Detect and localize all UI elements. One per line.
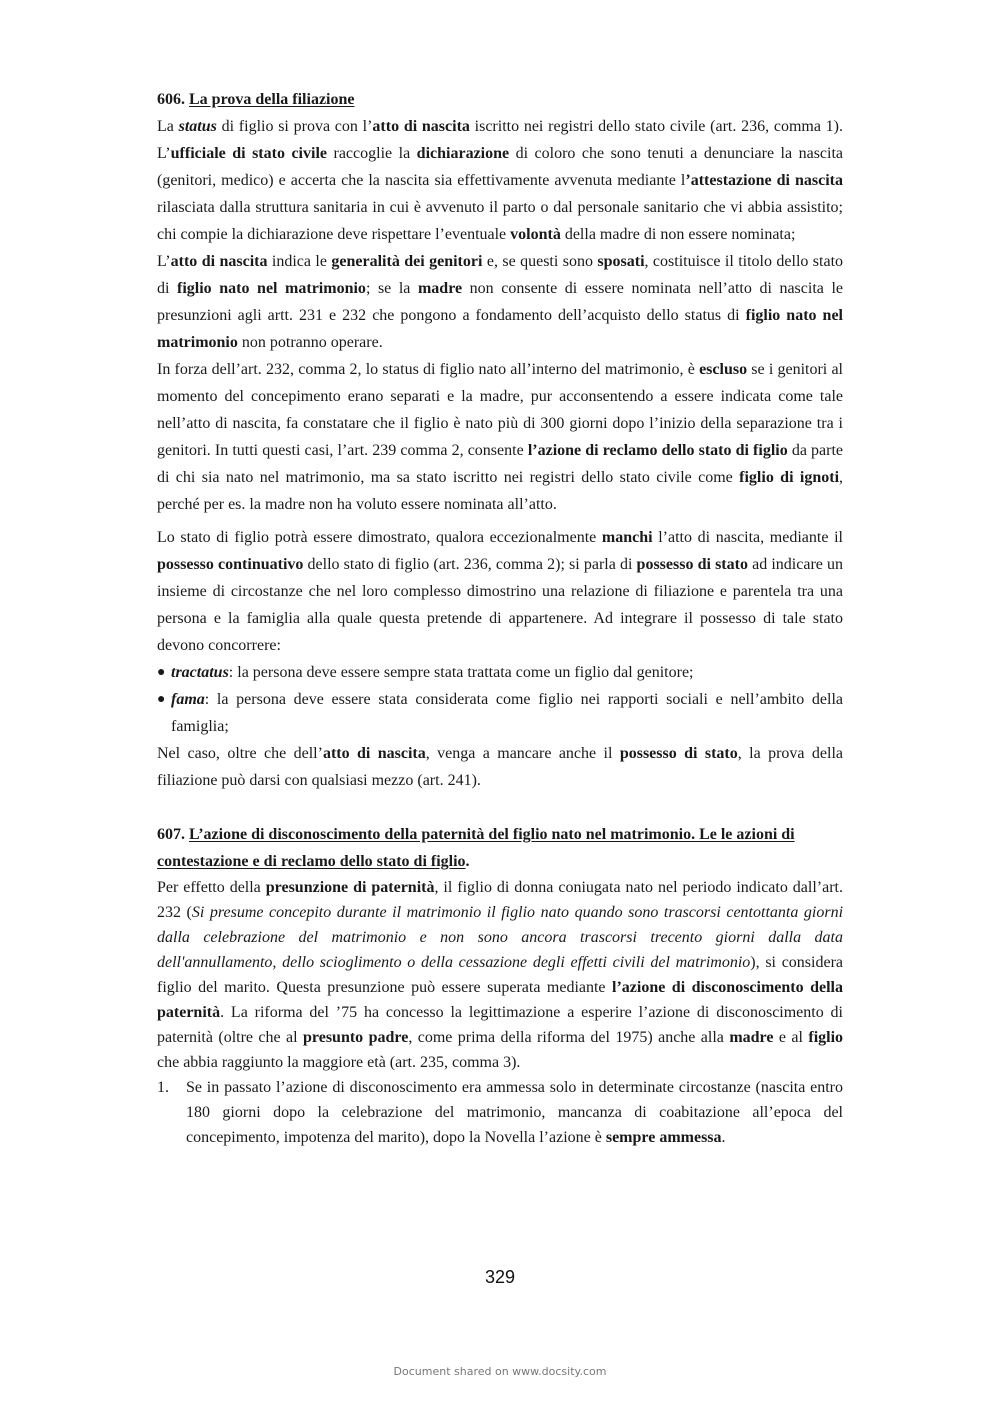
text-run: raccoglie la: [327, 145, 417, 162]
text-run: , venga a mancare anche il: [425, 745, 620, 762]
emphasized-text: ’attestazione di nascita: [685, 172, 844, 189]
footer-note: Document shared on www.docsity.com: [393, 1365, 607, 1378]
text-run: rilasciata dalla struttura sanitaria in cui è avvenuto il parto o dal personale sanitario che vi abbia assistito; chi compie la dichiarazione deve rispettare l’eventuale: [157, 199, 843, 243]
emphasized-text: manchi: [601, 529, 653, 546]
emphasized-text: volontà: [510, 226, 561, 243]
section-606-heading: [157, 86, 843, 113]
text-run: ; se la: [365, 280, 418, 297]
emphasized-text: figlio di ignoti: [739, 469, 840, 486]
section-607-heading: [157, 821, 843, 875]
emphasized-text: possesso di stato: [619, 745, 738, 762]
emphasized-text: status: [178, 118, 217, 135]
text-run: Per effetto della: [157, 879, 266, 896]
emphasized-text: sempre ammessa: [605, 1129, 722, 1146]
text-run: : la persona deve essere sempre stata trattata come un figlio dal genitore;: [228, 664, 694, 681]
text-run: ad indicare un insieme di circostanze che nel loro complesso dimostrino una relazione di filiazione e parentela tra una persona e la famiglia alla quale questa pretende di appartenere. Ad integrare il possesso di tale stato devono concorrere:: [157, 556, 844, 654]
list-item-text: [171, 691, 843, 735]
text-run: Lo stato di figlio potrà essere dimostrato, qualora eccezionalmente: [157, 529, 602, 546]
section-title: La prova della filiazione: [189, 91, 355, 108]
text-run: non potranno operare.: [237, 334, 383, 351]
list-item-number: 1.: [157, 1079, 169, 1096]
emphasized-text: presunto padre: [303, 1029, 409, 1046]
text-run: non consente di essere nominata nell’atto di nascita le presunzioni agli artt. 231 e 232 che pongono a fondamento dell’acquisto dello status di: [157, 280, 843, 324]
text-run: iscritto nei registri dello stato civile (art. 236, comma 1). L’: [157, 118, 844, 162]
text-run: da parte di chi sia nato nel matrimonio, ma sa stato iscritto nei registri dello stato civile come: [157, 442, 844, 486]
emphasized-text: madre: [729, 1029, 774, 1046]
emphasized-text: possesso di stato: [636, 556, 748, 573]
document-page: [157, 86, 843, 1150]
section-number: 606.: [157, 91, 185, 108]
emphasized-text: figlio: [808, 1029, 844, 1046]
text-run: , il figlio di donna coniugata nato nel periodo indicato dall’art. 232 (: [157, 879, 844, 921]
emphasized-text: generalità dei genitori: [331, 253, 483, 270]
text-run: , costituisce il titolo dello stato di: [157, 253, 844, 297]
section-number: 607.: [157, 826, 185, 843]
text-run: indica le: [267, 253, 332, 270]
emphasized-text: l’azione di reclamo dello stato di figlio: [527, 442, 788, 459]
emphasized-text: presunzione di paternità: [265, 879, 435, 896]
text-run: e, se questi sono: [482, 253, 598, 270]
text-run: che abbia raggiunto la maggiore età (art. 235, comma 3).: [157, 1054, 521, 1071]
bullet-list: [157, 659, 843, 740]
emphasized-text: sposati: [597, 253, 645, 270]
list-item-text: [186, 1079, 843, 1146]
emphasized-text: ufficiale di stato civile: [170, 145, 327, 162]
text-run: , la prova della filiazione può darsi con qualsiasi mezzo (art. 241).: [157, 745, 844, 789]
emphasized-text: figlio nato nel matrimonio: [177, 280, 366, 297]
text-run: Nel caso, oltre che dell’: [157, 745, 323, 762]
emphasized-text: atto di nascita: [372, 118, 470, 135]
text-run: , perché per es. la madre non ha voluto essere nominata all’atto.: [157, 469, 844, 513]
text-run: di figlio si prova con l’: [216, 118, 373, 135]
paragraph: [157, 113, 843, 248]
text-run: Se in passato l’azione di disconoscimento era ammessa solo in determinate circostanze (nascita entro 180 giorni dopo la celebrazione del matrimonio, mancanza di coabitazione all’epoca del concepimento, impotenza del marito), dopo la Novella l’azione è: [186, 1079, 843, 1146]
text-run: e al: [773, 1029, 809, 1046]
text-run: In forza dell’art. 232, comma 2, lo status di figlio nato all’interno del matrimonio, è: [157, 361, 700, 378]
list-item: [157, 659, 843, 686]
text-run: dello stato di figlio (art. 236, comma 2); si parla di: [303, 556, 637, 573]
emphasized-text: atto di nascita: [170, 253, 268, 270]
spacer: [157, 794, 843, 821]
list-item: [157, 1075, 843, 1150]
emphasized-text: dichiarazione: [416, 145, 510, 162]
paragraph: [157, 248, 843, 356]
text-run: L’: [157, 253, 171, 270]
section-title-end: .: [465, 853, 470, 870]
text-run: ), si considera figlio del marito. Questa presunzione può essere superata mediante: [157, 954, 843, 996]
text-run: della madre di non essere nominata;: [560, 226, 796, 243]
text-run: La: [157, 118, 179, 135]
paragraph: [157, 740, 843, 794]
emphasized-text: atto di nascita: [322, 745, 426, 762]
text-run: : la persona deve essere stata considerata come figlio nei rapporti sociali e nell’ambito della famiglia;: [171, 691, 843, 735]
emphasized-text: madre: [417, 280, 463, 297]
emphasized-text: figlio nato nel matrimonio: [157, 307, 844, 351]
bullet-icon: ●: [157, 692, 166, 707]
emphasized-text: tractatus: [171, 664, 229, 681]
list-item: [157, 686, 843, 740]
list-item-text: [171, 664, 694, 681]
text-run: se i genitori al momento del concepimento erano separati e la madre, pur acconsentendo a essere indicata come tale nell’atto di nascita, fa constatare che il figlio è nato più di 300 giorni dopo l’inizio della separazione tra i genitori. In tutti questi casi, l’art. 239 comma 2, consente: [157, 361, 843, 459]
emphasized-text: Si presume concepito durante il matrimonio il figlio nato quando sono trascorsi centottanta giorni dalla celebrazione del matrimonio e non sono ancora trascorsi trecento giorni dalla data dell'annullamento, dello scioglimento o della cessazione degli effetti civili del matrimonio: [157, 904, 844, 971]
numbered-list: [157, 1075, 843, 1150]
text-run: , come prima della riforma del 1975) anche alla: [408, 1029, 730, 1046]
emphasized-text: escluso: [699, 361, 748, 378]
paragraph: [157, 356, 843, 518]
emphasized-text: l’azione di disconoscimento della paternità: [157, 979, 843, 1021]
paragraph: [157, 875, 843, 1075]
section-title: L’azione di disconoscimento della paternità del figlio nato nel matrimonio. Le le azioni di contestazione e di reclamo dello stato di figlio: [157, 826, 795, 870]
bullet-icon: ●: [157, 665, 166, 680]
text-run: . La riforma del ’75 ha concesso la legittimazione a esperire l’azione di disconoscimento di paternità (oltre che al: [157, 1004, 843, 1046]
text-run: di coloro che sono tenuti a denunciare la nascita (genitori, medico) e accerta che la nascita sia effettivamente avvenuta mediante l: [157, 145, 844, 189]
page-number: 329: [484, 1267, 516, 1287]
emphasized-text: possesso continuativo: [157, 556, 304, 573]
paragraph: [157, 524, 843, 659]
emphasized-text: fama: [171, 691, 205, 708]
text-run: .: [721, 1129, 726, 1146]
text-run: l’atto di nascita, mediante il: [652, 529, 843, 546]
